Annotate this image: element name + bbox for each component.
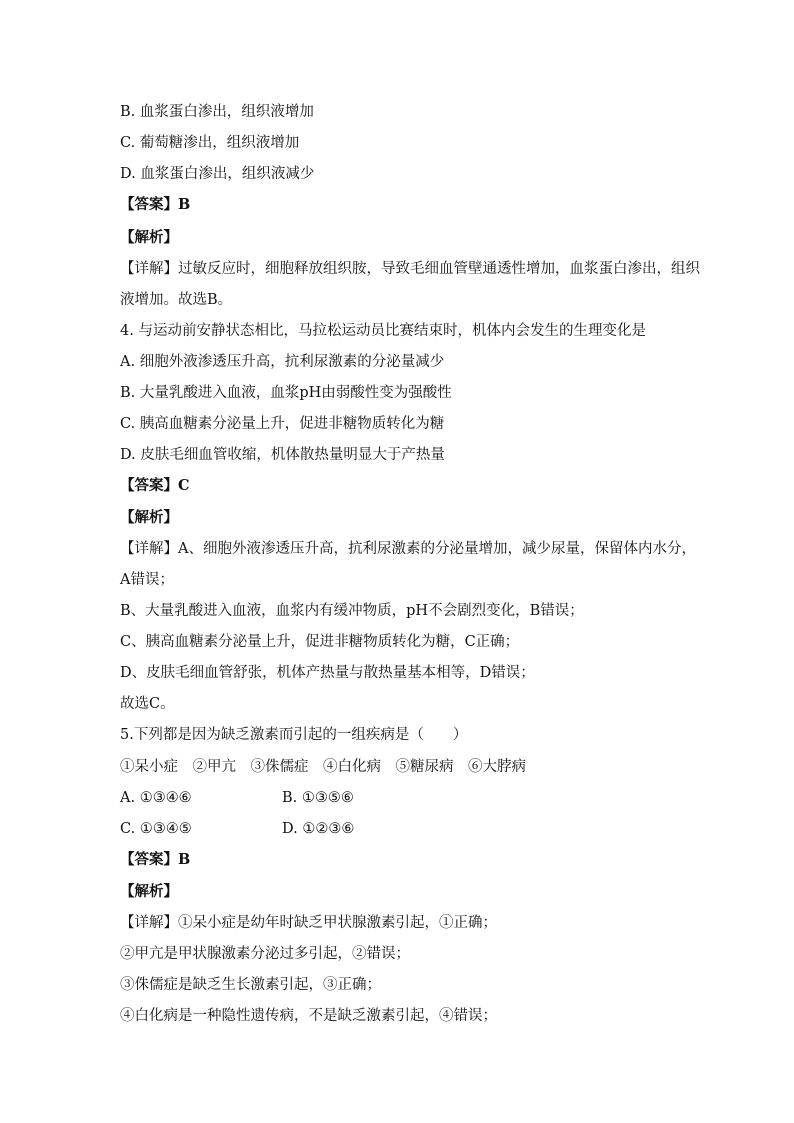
option-a-q5: A. ①③④⑥ [120, 790, 192, 806]
option-a-q4: A. 细胞外液渗透压升高，抗利尿激素的分泌量减少 [120, 354, 445, 370]
option-d-q5: D. ①②③⑥ [282, 821, 355, 837]
analysis-heading-q5: 【解析】 [120, 883, 178, 900]
explanation-q4-line2: A错误； [120, 572, 174, 588]
option-c-q3: C. 葡萄糖渗出，组织液增加 [120, 135, 300, 151]
explanation-q4-line4: C、胰高血糖素分泌量上升，促进非糖物质转化为糖，C正确； [120, 634, 520, 650]
question-4: 4. 与运动前安静状态相比，马拉松运动员比赛结束时，机体内会发生的生理变化是 [120, 323, 646, 339]
analysis-heading-q3: 【解析】 [120, 229, 178, 246]
question-5: 5.下列都是因为缺乏激素而引起的一组疾病是（ ） [120, 727, 468, 743]
option-c-q5: C. ①③④⑤ [120, 821, 192, 837]
explanation-q5-line3: ③侏儒症是缺乏生长激素引起，③正确； [120, 977, 381, 993]
explanation-q3-line1: 【详解】过敏反应时，细胞释放组织胺，导致毛细血管壁通透性增加，血浆蛋白渗出，组织 [120, 261, 700, 277]
option-b-q5: B. ①③⑤⑥ [282, 790, 354, 806]
explanation-q3-line2: 液增加。故选B。 [120, 292, 233, 308]
answer-q5: 【答案】B [120, 851, 191, 868]
answer-q3: 【答案】B [120, 196, 191, 213]
answer-q4: 【答案】C [120, 477, 190, 494]
option-c-q4: C. 胰高血糖素分泌量上升，促进非糖物质转化为糖 [120, 416, 445, 432]
explanation-q5-line1: 【详解】①呆小症是幼年时缺乏甲状腺激素引起，①正确； [120, 915, 497, 931]
option-d-q3: D. 血浆蛋白渗出，组织液减少 [120, 166, 315, 182]
option-b-q3: B. 血浆蛋白渗出，组织液增加 [120, 104, 314, 120]
explanation-q5-line2: ②甲亢是甲状腺激素分泌过多引起，②错误； [120, 946, 410, 962]
explanation-q4-line3: B、大量乳酸进入血液，血浆内有缓冲物质，pH不会剧烈变化，B错误； [120, 603, 584, 619]
explanation-q5-line4: ④白化病是一种隐性遗传病，不是缺乏激素引起，④错误； [120, 1008, 497, 1024]
option-d-q4: D. 皮肤毛细血管收缩，机体散热量明显大于产热量 [120, 447, 445, 463]
analysis-heading-q4: 【解析】 [120, 509, 178, 526]
explanation-q4-line6: 故选C。 [120, 696, 175, 712]
explanation-q4-line5: D、皮肤毛细血管舒张，机体产热量与散热量基本相等，D错误； [120, 665, 535, 681]
option-b-q4: B. 大量乳酸进入血液，血浆pH由弱酸性变为强酸性 [120, 385, 452, 401]
disease-list-q5: ①呆小症 ②甲亢 ③侏儒症 ④白化病 ⑤糖尿病 ⑥大脖病 [120, 759, 526, 775]
explanation-q4-line1: 【详解】A、细胞外液渗透压升高，抗利尿激素的分泌量增加，减少尿量，保留体内水分， [120, 541, 696, 557]
